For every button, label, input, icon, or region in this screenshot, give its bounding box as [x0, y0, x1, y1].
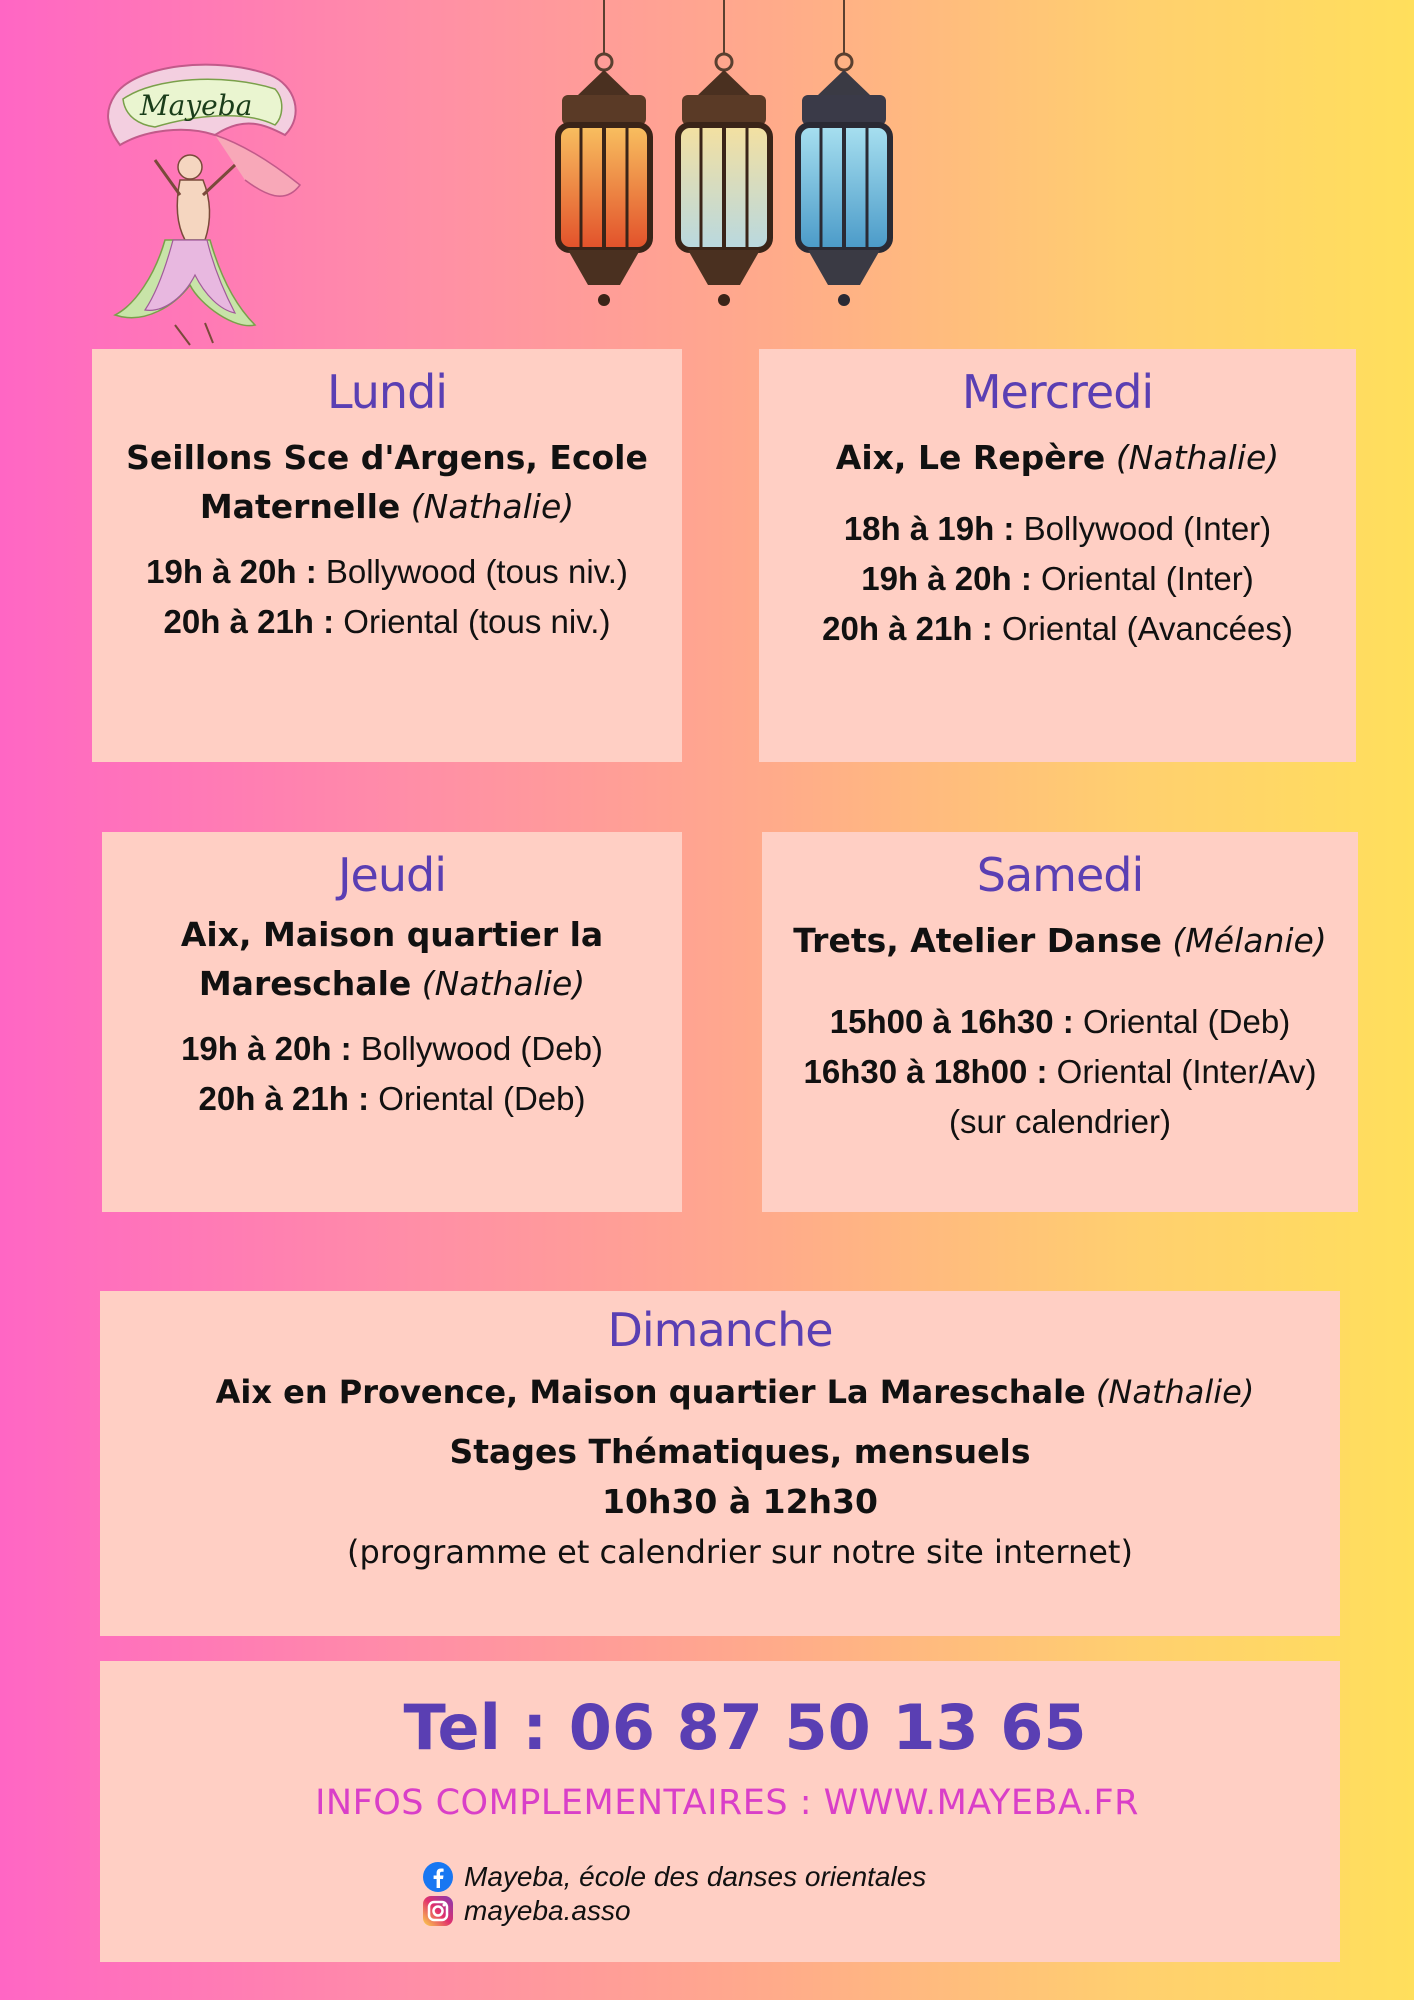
slot-time: 20h à 21h :	[822, 610, 993, 647]
card-jeudi	[102, 832, 682, 1212]
slot-time: 16h30 à 18h00 :	[803, 1053, 1048, 1090]
slot-row	[759, 604, 1356, 654]
slot-time: 20h à 21h :	[163, 603, 335, 640]
lantern-icon	[548, 0, 904, 312]
venue-jeudi-line2: Mareschale	[198, 964, 412, 1003]
slot-label: Oriental (Deb)	[1082, 1003, 1291, 1040]
venue-jeudi	[102, 910, 682, 1008]
venue-samedi-name: Trets, Atelier Danse	[793, 921, 1162, 960]
slot-label: Bollywood (Deb)	[360, 1030, 603, 1067]
day-title-dimanche: Dimanche	[607, 1303, 833, 1357]
card-samedi	[762, 832, 1358, 1212]
venue-mercredi	[759, 433, 1356, 482]
samedi-note: (sur calendrier)	[949, 1103, 1171, 1140]
teacher-jeudi: (Nathalie)	[421, 964, 586, 1003]
teacher-lundi: (Nathalie)	[410, 487, 575, 526]
slot-time: 15h00 à 16h30 :	[829, 1003, 1074, 1040]
slot-label: Oriental (tous niv.)	[343, 603, 611, 640]
venue-samedi	[762, 916, 1358, 965]
slot-row	[759, 504, 1356, 554]
slot-time: 19h à 20h :	[181, 1030, 352, 1067]
dimanche-stages: Stages Thématiques, mensuels	[449, 1432, 1031, 1471]
slot-row	[762, 997, 1358, 1047]
slots-lundi	[92, 547, 682, 647]
slot-time: 18h à 19h :	[843, 510, 1015, 547]
slot-label: Bollywood (tous niv.)	[325, 553, 628, 590]
card-dimanche	[100, 1291, 1340, 1636]
venue-lundi	[92, 433, 682, 531]
facebook-icon	[422, 1861, 454, 1893]
phone-number[interactable]: Tel : 06 87 50 13 65	[403, 1691, 1087, 1764]
slot-label: Oriental (Deb)	[378, 1080, 586, 1117]
teacher-dimanche: (Nathalie)	[1095, 1373, 1255, 1411]
facebook-link[interactable]	[422, 1861, 926, 1893]
card-mercredi	[759, 349, 1356, 762]
slot-time: 20h à 21h :	[198, 1080, 370, 1117]
logo-text: Mayeba	[140, 89, 253, 122]
venue-lundi-line1: Seillons Sce d'Argens, Ecole	[126, 438, 648, 477]
infos-website-link[interactable]: INFOS COMPLEMENTAIRES : WWW.MAYEBA.FR	[315, 1783, 1139, 1823]
slot-time: 19h à 20h :	[146, 553, 317, 590]
instagram-link[interactable]	[422, 1895, 631, 1927]
facebook-label: Mayeba, école des danses orientales	[464, 1861, 927, 1892]
venue-dimanche-name: Aix en Provence, Maison quartier La Mareschale	[215, 1373, 1086, 1411]
slots-samedi	[762, 997, 1358, 1097]
mayeba-dancer-logo-icon	[95, 55, 315, 350]
slot-row	[102, 1074, 682, 1124]
slot-time: 19h à 20h :	[861, 560, 1032, 597]
venue-mercredi-name: Aix, Le Repère	[835, 438, 1106, 477]
slot-row	[759, 554, 1356, 604]
dimanche-program: (programme et calendrier sur notre site internet)	[347, 1533, 1133, 1571]
slot-row	[102, 1024, 682, 1074]
day-title-mercredi: Mercredi	[961, 365, 1154, 419]
venue-dimanche	[100, 1367, 1340, 1417]
dimanche-time: 10h30 à 12h30	[602, 1482, 878, 1521]
slots-mercredi	[759, 504, 1356, 654]
venue-lundi-line2: Maternelle	[199, 487, 401, 526]
teacher-mercredi: (Nathalie)	[1115, 438, 1280, 477]
slot-row	[762, 1047, 1358, 1097]
day-title-jeudi: Jeudi	[337, 848, 446, 902]
day-title-lundi: Lundi	[326, 365, 448, 419]
slot-label: Oriental (Avancées)	[1001, 610, 1293, 647]
slot-row	[92, 597, 682, 647]
card-contact	[100, 1661, 1340, 1962]
slot-label: Oriental (Inter)	[1041, 560, 1254, 597]
venue-jeudi-line1: Aix, Maison quartier la	[180, 915, 604, 954]
instagram-icon	[422, 1895, 454, 1927]
teacher-samedi: (Mélanie)	[1172, 921, 1327, 960]
slots-jeudi	[102, 1024, 682, 1124]
instagram-label: mayeba.asso	[464, 1895, 631, 1926]
slot-row	[92, 547, 682, 597]
slot-label: Oriental (Inter/Av)	[1056, 1053, 1317, 1090]
day-title-samedi: Samedi	[976, 848, 1144, 902]
slot-label: Bollywood (Inter)	[1023, 510, 1272, 547]
card-lundi	[92, 349, 682, 762]
